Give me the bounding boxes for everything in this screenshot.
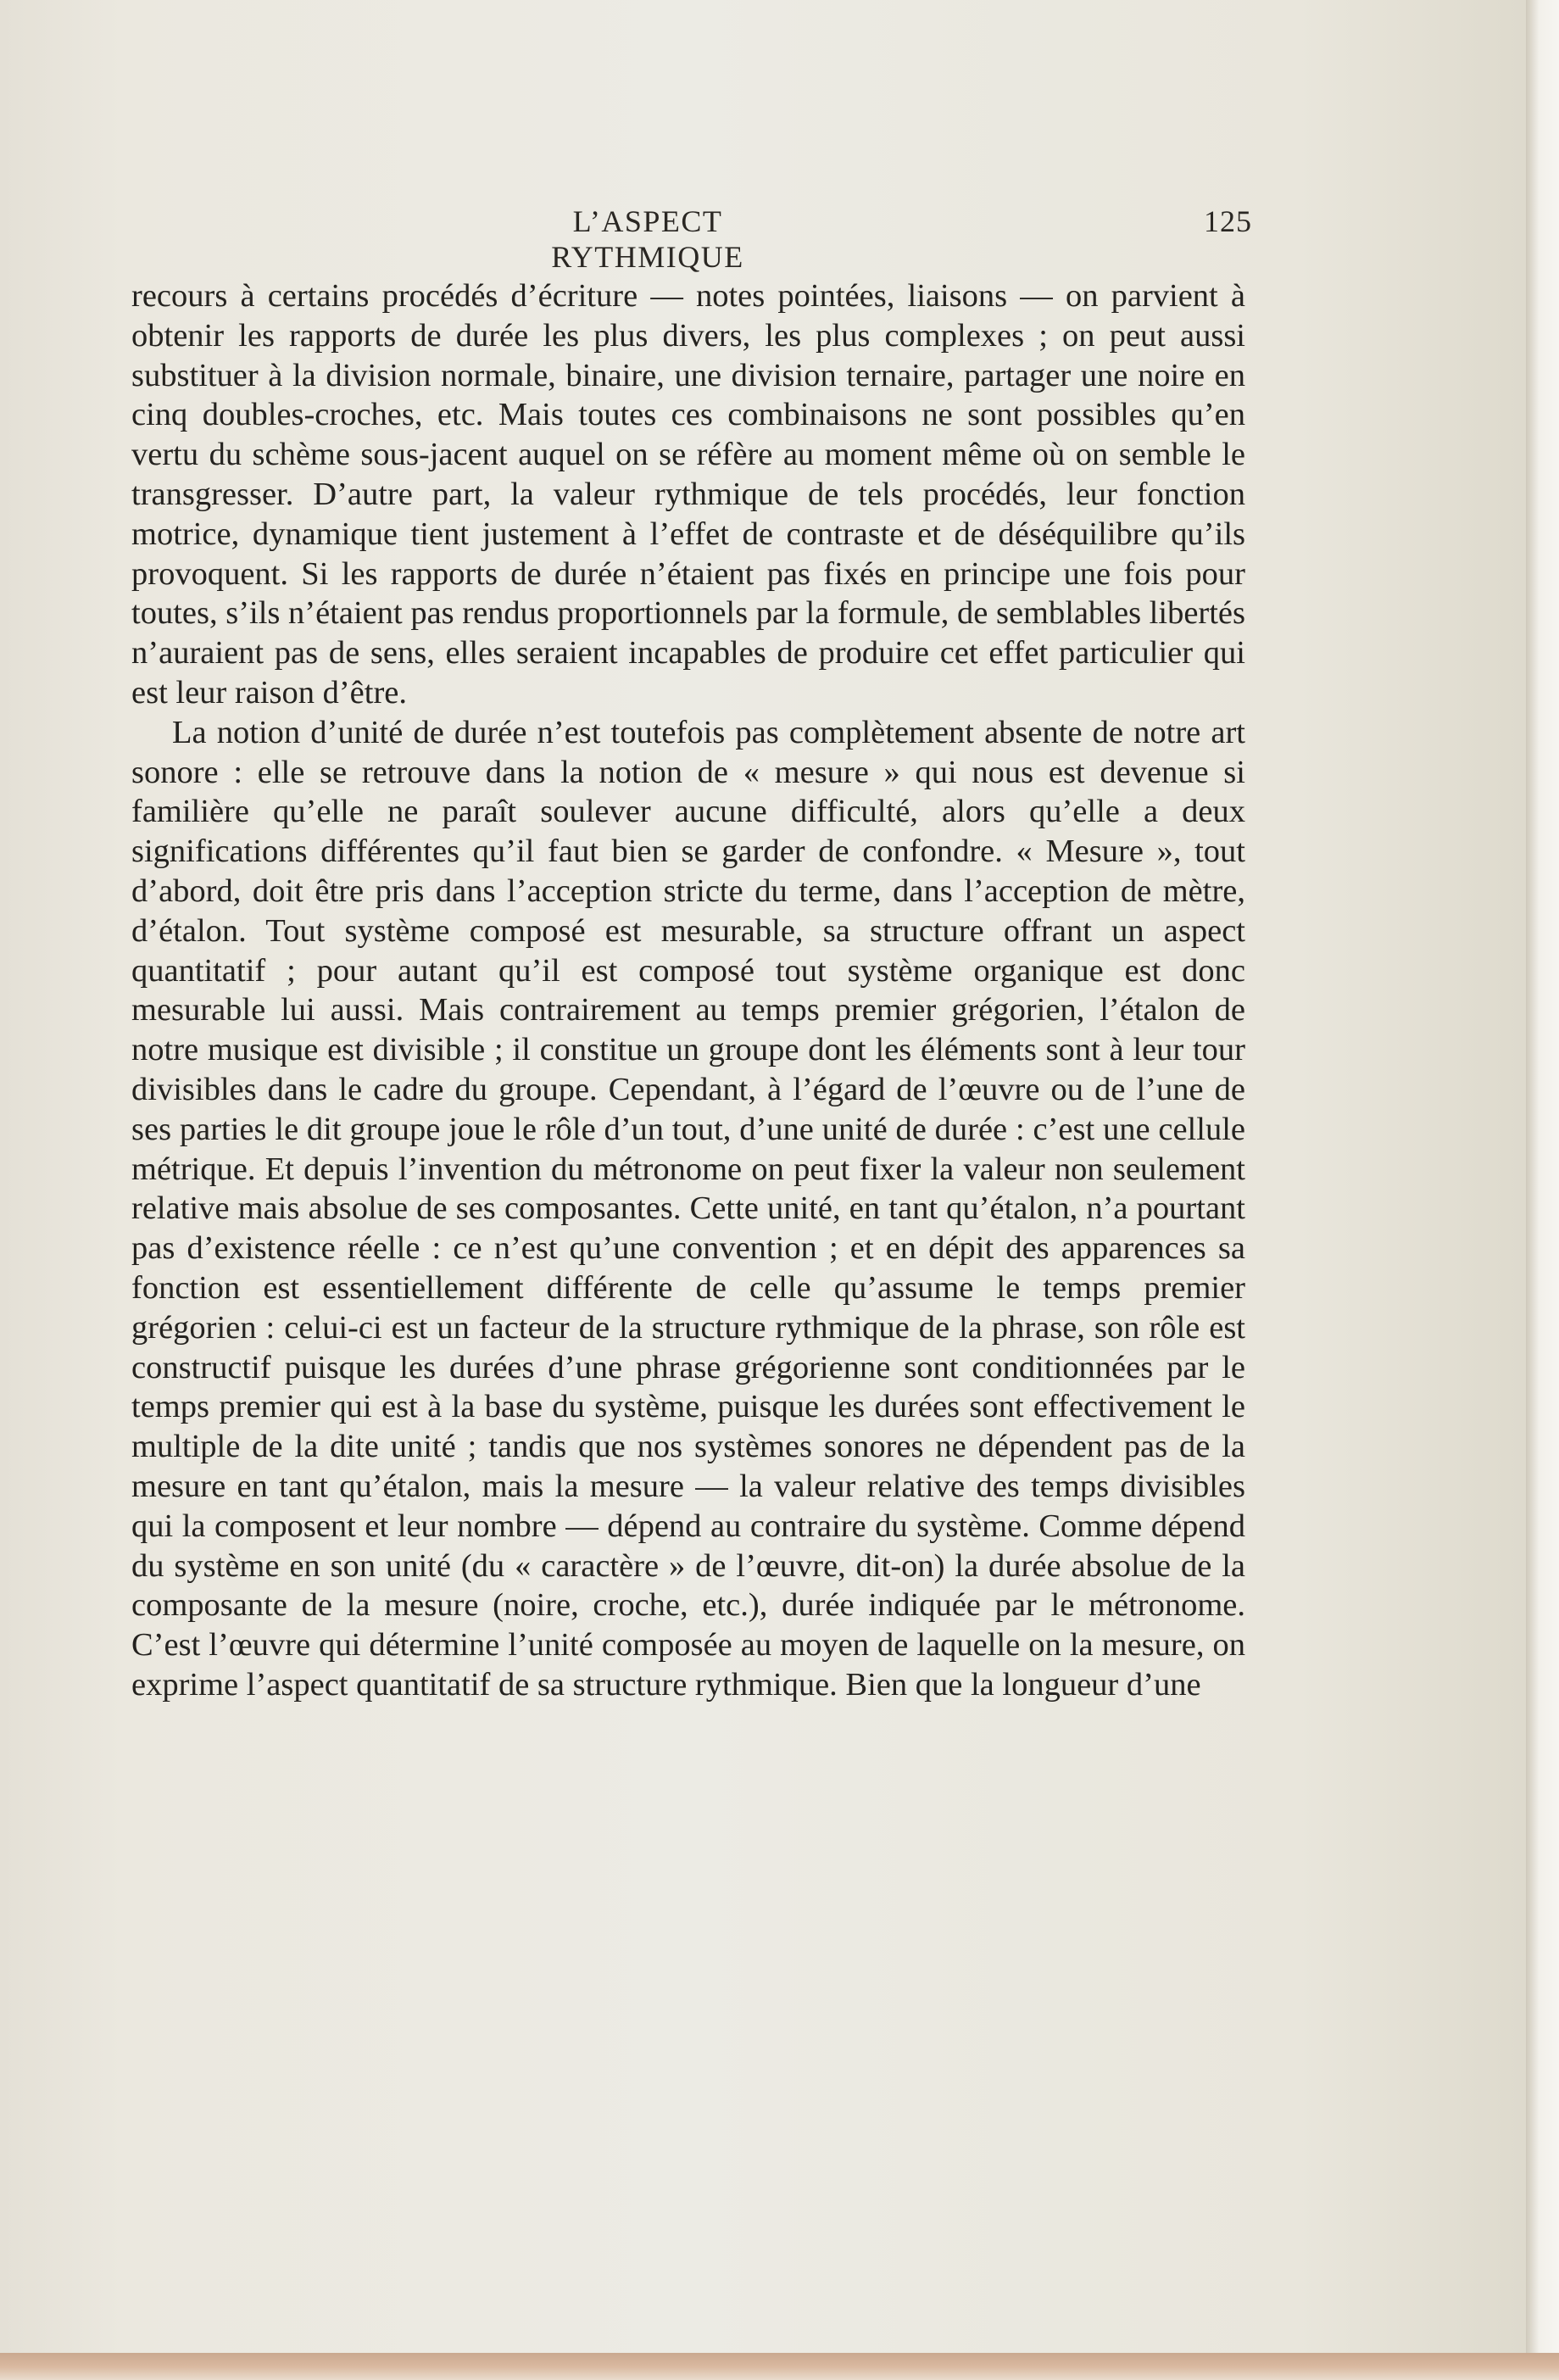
body-text: [131, 276, 1245, 1705]
paragraph-continued: recours à certains procédés d’écriture — notes pointées, liaisons — on parvient à obtenir les rapports de durée les plus divers, les plus complexes ; on peut aussi substituer à la division normale, binaire, une division ternaire, partager une noire en cinq doubles-croches, etc. Mais toutes ces combinaisons ne sont possibles qu’en vertu du schème sous-jacent auquel on se réfère au moment même où on semble le transgresser. D’autre part, la valeur rythmique de tels procédés, leur fonction motrice, dynamique tient justement à l’effet de contraste et de déséquilibre qu’ils provoquent. Si les rapports de durée n’étaient pas fixés en principe une fois pour toutes, s’ils n’étaient pas rendus proportionnels par la formule, de semblables libertés n’auraient pas de sens, elles seraient incapables de produire cet effet particulier qui est leur raison d’être.: [131, 278, 1246, 711]
page-header: [131, 203, 1252, 274]
scan-edge-right: [1526, 0, 1559, 2380]
scan-edge-bottom: [0, 2353, 1559, 2380]
running-head: L’ASPECT RYTHMIQUE: [551, 204, 744, 274]
page-number: 125: [1204, 204, 1252, 238]
paragraph-unite-de-duree: La notion d’unité de durée n’est toutefois pas complètement absente de notre art sonore : elle se retrouve dans la notion de « mesure » qui nous est devenue si familière qu’elle ne paraît soulever aucune difficulté, alors qu’elle a deux significations différentes qu’il faut bien se garder de confondre. « Mesure », tout d’abord, doit être pris dans l’acception stricte du terme, dans l’acception de mètre, d’étalon. Tout système composé est mesurable, sa structure offrant un aspect quantitatif ; pour autant qu’il est composé tout système organique est donc mesurable lui aussi. Mais contrairement au temps premier grégorien, l’étalon de notre musique est divisible ; il constitue un groupe dont les éléments sont à leur tour divisibles dans le cadre du groupe. Cependant, à l’égard de l’œuvre ou de l’une de ses parties le dit groupe joue le rôle d’un tout, d’une unité de durée : c’est une cellule métrique. Et depuis l’invention du métronome on peut fixer la valeur non seulement relative mais absolue de ses composantes. Cette unité, en tant qu’étalon, n’a pourtant pas d’existence réelle : ce n’est qu’une convention ; et en dépit des apparences sa fonction est essentiellement différente de celle qu’assume le temps premier grégorien : celui-ci est un facteur de la structure rythmique de la phrase, son rôle est constructif puisque les durées d’une phrase grégorienne sont conditionnées par le temps premier qui est à la base du système, puisque les durées sont effectivement le multiple de la dite unité ; tandis que nos systèmes sonores ne dépendent pas de la mesure en tant qu’étalon, mais la mesure — la valeur relative des temps divisibles qui la composent et leur nombre — dépend au contraire du système. Comme dépend du système en son unité (du « caractère » de l’œuvre, dit-on) la durée absolue de la composante de la mesure (noire, croche, etc.), durée indiquée par le métronome. C’est l’œuvre qui détermine l’unité composée au moyen de laquelle on la mesure, on exprime l’aspect quantitatif de sa structure rythmique. Bien que la longueur d’une: [131, 714, 1245, 1703]
